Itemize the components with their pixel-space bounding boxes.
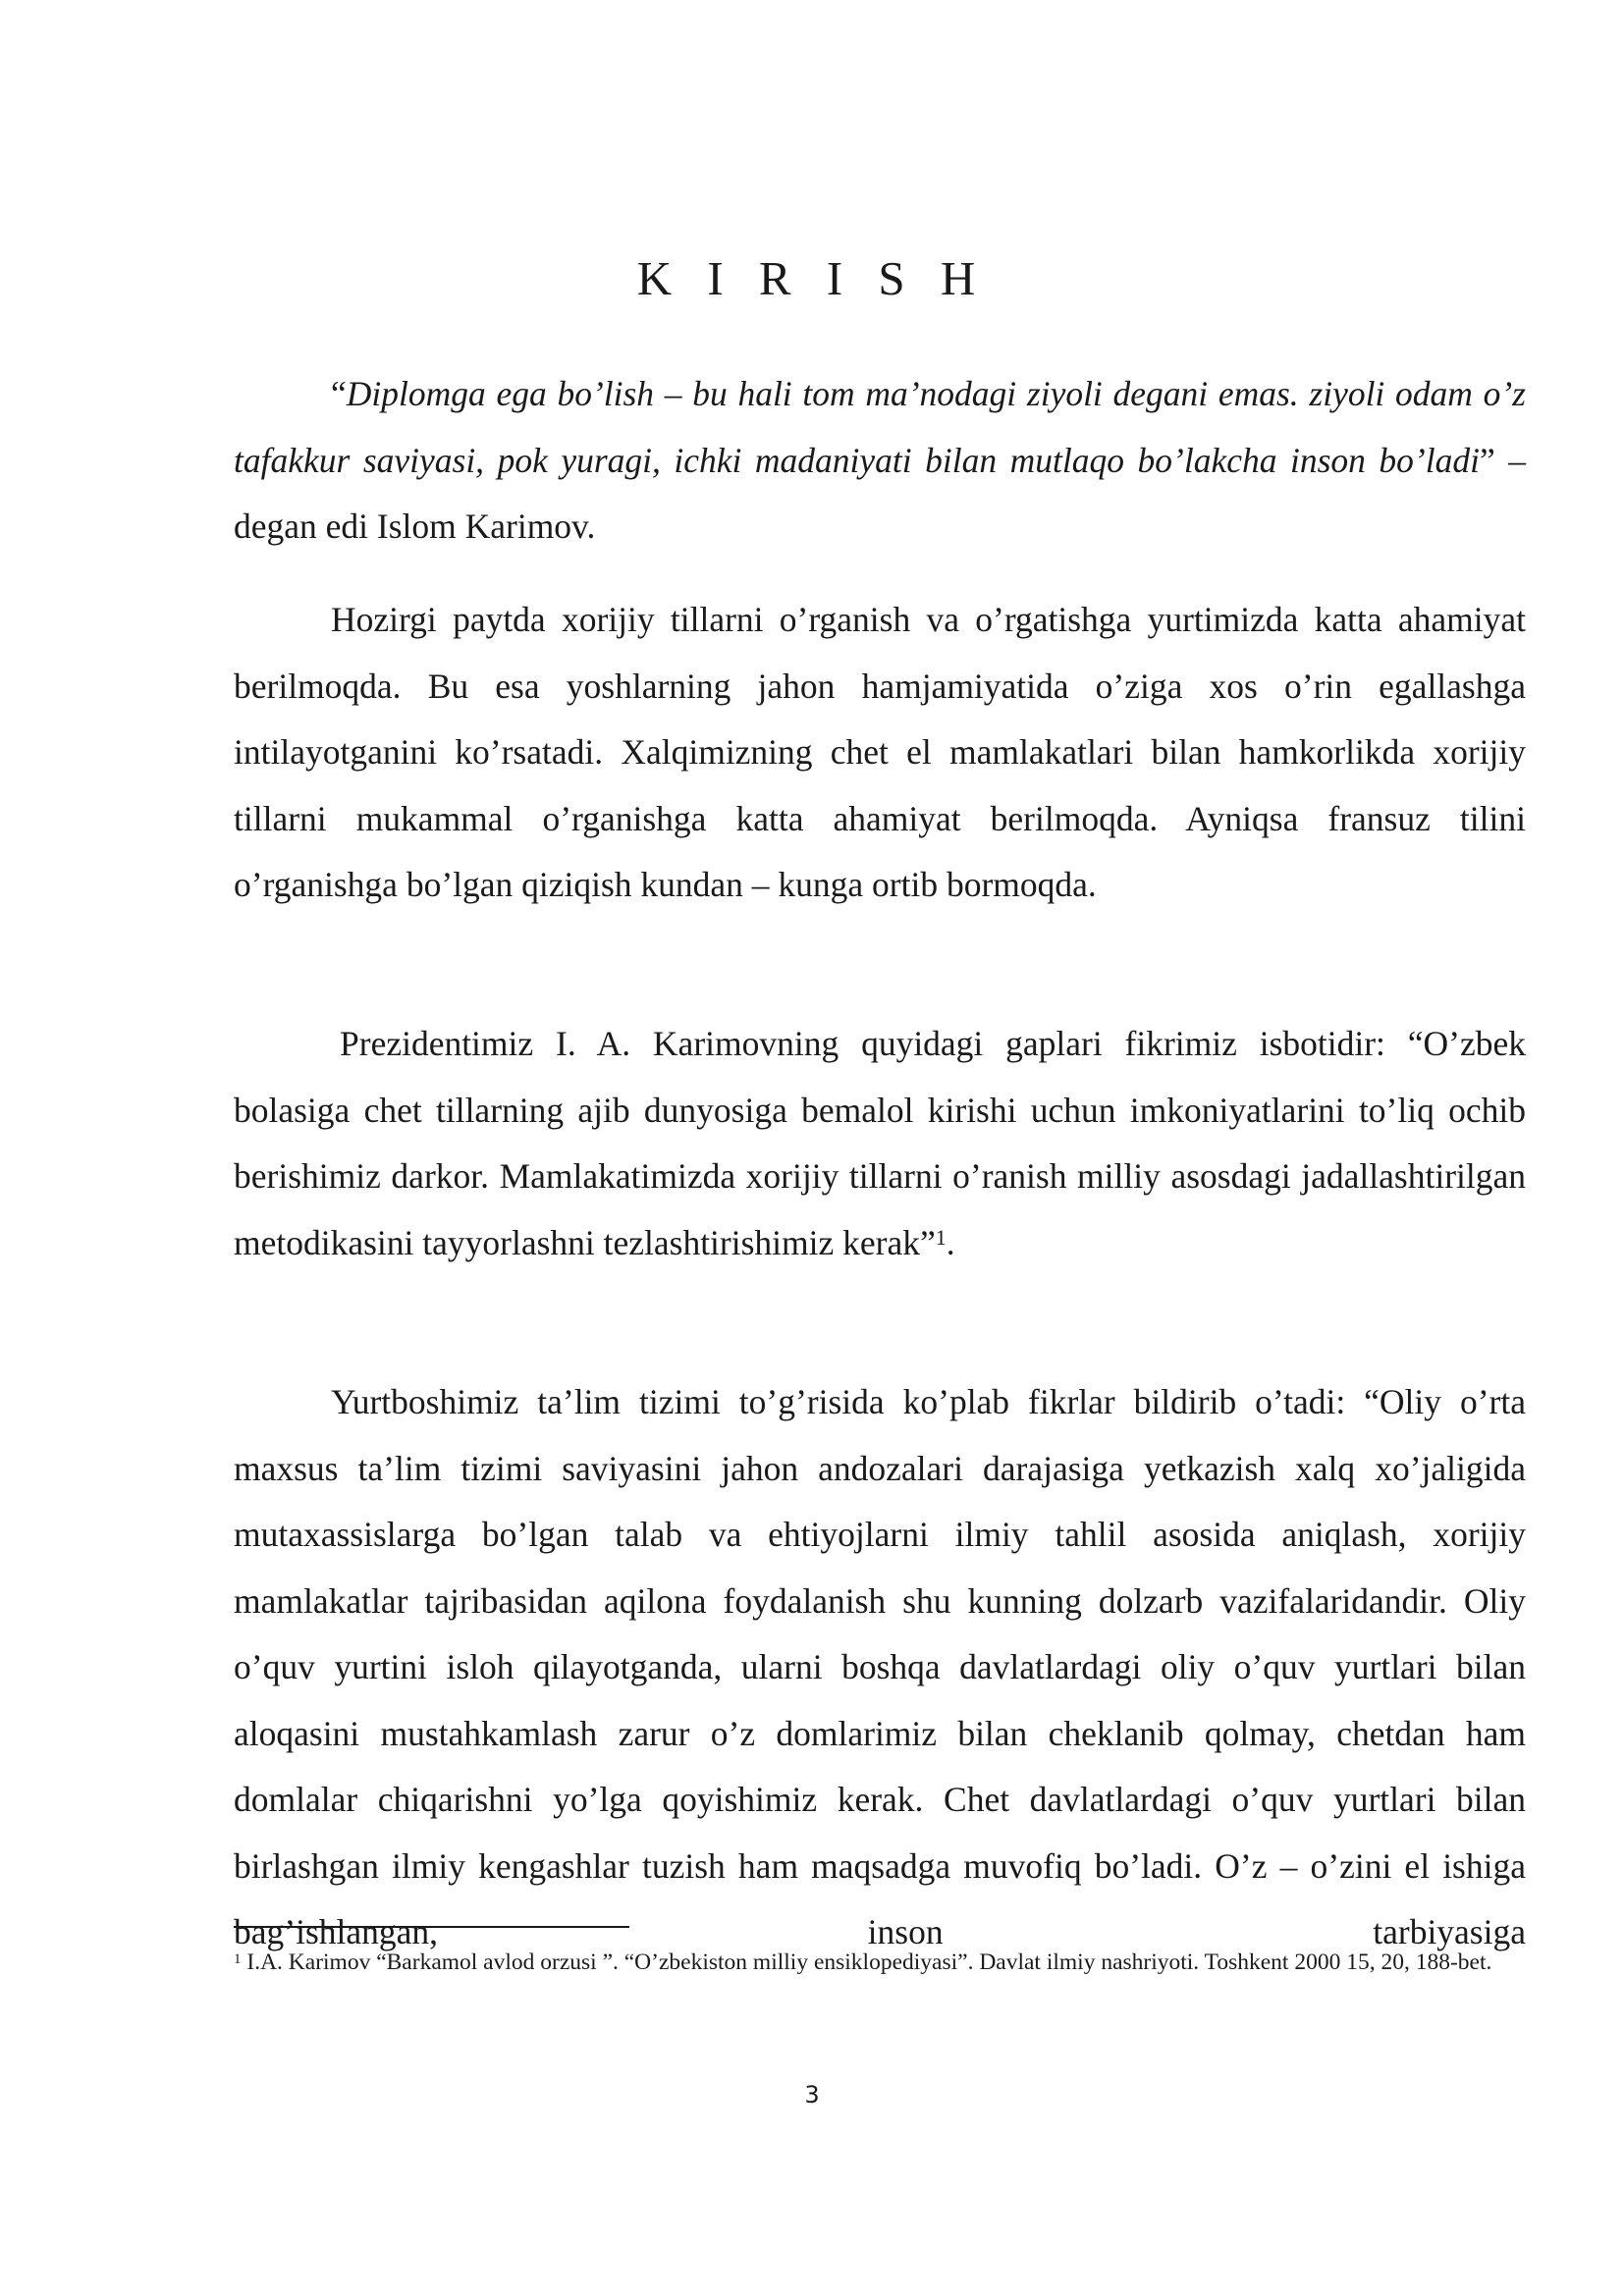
paragraph-president-quote-text: Prezidentimiz I. A. Karimovning quyidagi gaplari fikrimiz isbotidir: “O’zbek bolasiga chet tillarning ajib dunyosiga bemalol kirishi uchun imkoniyatlarini to’liq ochib berishimiz darkor. Mamlakatimizda xorijiy tillarni o’ranish milliy asosdagi jadallashtirilgan metodikasini tayyorlashni tezlashtirishimiz kerak”: [234, 1024, 1526, 1262]
paragraph-president-quote: [234, 1011, 1526, 1276]
footnote-separator: [234, 1926, 629, 1928]
quote-attribution: ” – degan edi Islom Karimov.: [234, 440, 1526, 546]
footnote-reference[interactable]: 1: [935, 1224, 947, 1250]
open-quote: “: [331, 374, 347, 413]
paragraph-intro: Hozirgi paytda xorijiy tillarni o’rganish va o’rgatishga yurtimizda katta ahamiyat berilmoqda. Bu esa yoshlarning jahon hamjamiyatida o’ziga xos o’rin egallashga intilayotganini ko’rsatadi. Xalqimizning chet el mamlakatlari bilan hamkorlikda xorijiy tillarni mukammal o’rganishga katta ahamiyat berilmoqda. Ayniqsa fransuz tilini o’rganishga bo’lgan qiziqish kundan – kunga ortib bormoqda.: [234, 600, 1526, 904]
italic-quote: Diplomga ega bo’lish – bu hali tom ma’nodagi ziyoli degani emas. ziyoli odam o’z tafakkur saviyasi, pok yuragi, ichki madaniyati bilan mutlaqo bo’lakcha inson bo’ladi: [234, 374, 1526, 480]
chapter-title: K I R I S H: [636, 251, 988, 305]
footnote-text: I.A. Karimov “Barkamol avlod orzusi ”. “O’zbekiston milliy ensiklopediyasi”. Davlat ilmiy nashriyoti. Toshkent 2000 15, 20, 188-bet.: [241, 1949, 1492, 1975]
paragraph-education: Yurtboshimiz ta’lim tizimi to’g’risida ko’plab fikrlar bildirib o’tadi: “Oliy o’rta maxsus ta’lim tizimi saviyasini jahon andozalari darajasiga yetkazish xalq xo’jaligida mutaxassislarga bo’lgan talab va ehtiyojlarni ilmiy tahlil asosida aniqlash, xorijiy mamlakatlar tajribasidan aqilona foydalanish shu kunning dolzarb vazifalaridandir. Oliy o’quv yurtini isloh qilayotganda, ularni boshqa davlatlardagi oliy o’quv yurtlari bilan aloqasini mustahkamlash zarur o’z domlarimiz bilan cheklanib qolmay, chetdan ham domlalar chiqarishni yo’lga qoyishimiz kerak. Chet davlatlardagi o’quv yurtlari bilan birlashgan ilmiy kengashlar tuzish ham maqsadga muvofiq bo’ladi. O’z – o’zini el ishiga bag’ishlangan, inson tarbiyasiga: [234, 1382, 1526, 1951]
paragraph-quote: [234, 361, 1526, 561]
page-number: 3: [804, 2081, 820, 2109]
footnote: [234, 1948, 1526, 1977]
footnote-number: 1: [234, 1951, 242, 1967]
paragraph-end: .: [946, 1222, 955, 1262]
